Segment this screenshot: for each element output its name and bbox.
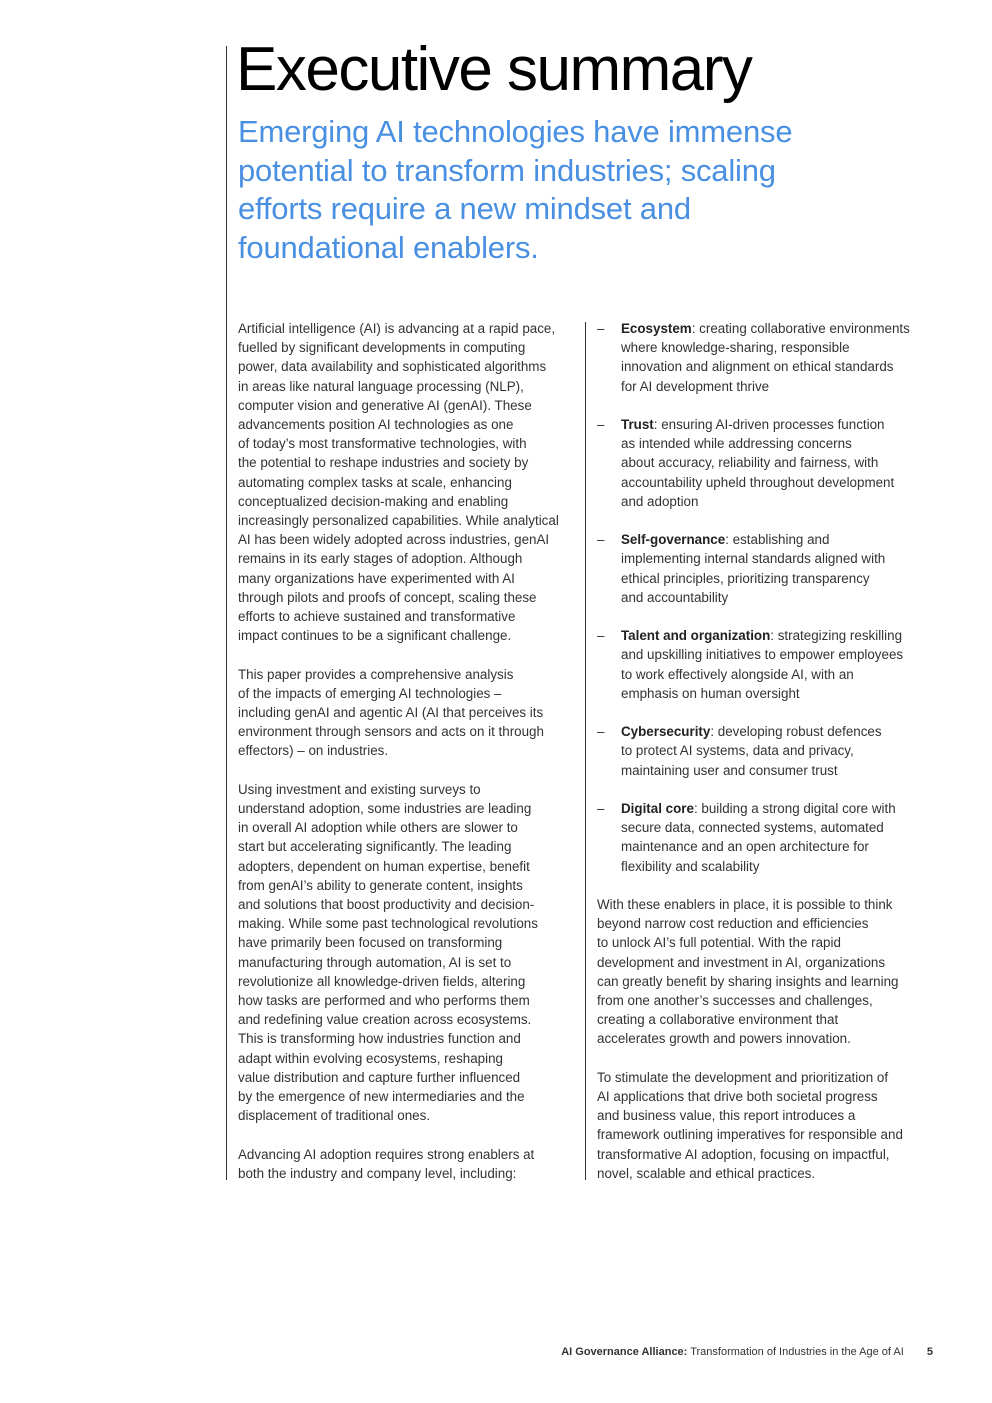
- bullet-dash: –: [597, 532, 605, 548]
- body-paragraph: Using investment and existing surveys to understand adoption, some industries are leading in overall AI adoption while others are slower to start but accelerating significantly. The leading adopters, dependent on human expertise, benefit from genAI’s ability to generate content, insights and solutions that boost productivity and decision- making. While some past technological revolutions have primarily been focused on transforming manufacturing through automation, AI is set to revolutionize all knowledge-driven fields, altering how tasks are performed and who performs them and redefining value creation across ecosystems. This is transforming how industries function and adapt within evolving ecosystems, reshaping value distribution and capture further influenced by the emergence of new intermediaries and the displacement of traditional ones.: [238, 781, 538, 1124]
- enabler-name: Digital core: [621, 801, 694, 816]
- bullet-dash: –: [597, 801, 605, 816]
- left-vertical-rule: [226, 46, 227, 1180]
- enabler-name: Ecosystem: [621, 321, 692, 336]
- enabler-item-ecosystem: [597, 319, 942, 396]
- footer-publisher: AI Governance Alliance:: [561, 1346, 688, 1358]
- body-paragraph: This paper provides a comprehensive analysis of the impacts of emerging AI technologies – including genAI and agentic AI (AI that perceives its environment through sensors and acts on it through effectors) – on industries.: [238, 666, 544, 759]
- bullet-dash: –: [597, 724, 605, 740]
- enabler-item-self-governance: [597, 530, 942, 607]
- enabler-name: Talent and organization: [621, 628, 771, 644]
- enabler-item-trust: [597, 415, 942, 511]
- page-footer: [561, 1346, 933, 1358]
- enabler-description: : strategizing reskilling and upskilling initiatives to empower employees to work effectively alongside AI, with an emphasis on human oversight: [621, 628, 904, 701]
- enabler-description: : establishing and implementing internal standards aligned with ethical principles, prioritizing transparency and accountability: [621, 532, 886, 605]
- enabler-name: Cybersecurity: [621, 724, 711, 740]
- left-column: [238, 319, 580, 1202]
- bullet-dash: –: [597, 321, 605, 336]
- enabler-description: : building a strong digital core with secure data, connected systems, automated maintenance and an open architecture for flexibility and scalability: [621, 801, 896, 874]
- body-paragraph: Artificial intelligence (AI) is advancing at a rapid pace, fuelled by significant developments in computing power, data availability and sophisticated algorithms in areas like natural language processing (NLP), computer vision and generative AI (genAI). These advancements position AI technologies as one of today’s most transformative technologies, with the potential to reshape industries and society by automating complex tasks at scale, enhancing conceptualized decision-making and enabling increasingly personalized capabilities. While analytical AI has been widely adopted across industries, genAI remains in its early stages of adoption. Although many organizations have experimented with AI through pilots and proofs of concept, scaling these efforts to achieve sustained and transformative impact continues to be a significant challenge.: [238, 321, 559, 644]
- enabler-description: : ensuring AI-driven processes function as intended while addressing concerns about accuracy, reliability and fairness, with accountability upheld throughout development and adoption: [621, 417, 895, 509]
- enabler-description: : developing robust defences to protect AI systems, data and privacy, maintaining user and consumer trust: [621, 724, 882, 778]
- body-paragraph: With these enablers in place, it is possible to think beyond narrow cost reduction and efficiencies to unlock AI’s full potential. With the rapid development and investment in AI, organizations can greatly benefit by sharing insights and learning from one another’s successes and challenges, creating a collaborative environment that accelerates growth and powers innovation.: [597, 897, 899, 1047]
- right-column: [597, 319, 942, 1202]
- bullet-dash: –: [597, 417, 605, 432]
- footer-report-title: Transformation of Industries in the Age of AI: [690, 1346, 904, 1358]
- page-number: 5: [926, 1346, 933, 1358]
- enabler-item-cybersecurity: [597, 722, 942, 780]
- enabler-name: Self-governance: [621, 532, 726, 548]
- body-paragraph: To stimulate the development and prioritization of AI applications that drive both societal progress and business value, this report introduces a framework outlining imperatives for responsible and transformative AI adoption, focusing on impactful, novel, scalable and ethical practices.: [597, 1069, 903, 1181]
- enablers-list: [597, 319, 942, 876]
- enabler-item-talent: [597, 626, 942, 703]
- enabler-description: : creating collaborative environments where knowledge-sharing, responsible innovation and alignment on ethical standards for AI development thrive: [621, 321, 910, 394]
- enabler-name: Trust: [621, 417, 654, 432]
- enabler-item-digital-core: [597, 799, 942, 876]
- body-paragraph: Advancing AI adoption requires strong enablers at both the industry and company level, including:: [238, 1146, 535, 1181]
- page-subtitle: Emerging AI technologies have immense potential to transform industries; scaling efforts require a new mindset and foundational enablers.: [238, 114, 793, 265]
- column-divider-rule: [585, 322, 586, 1180]
- bullet-dash: –: [597, 628, 605, 644]
- page-title: Executive summary: [236, 35, 752, 104]
